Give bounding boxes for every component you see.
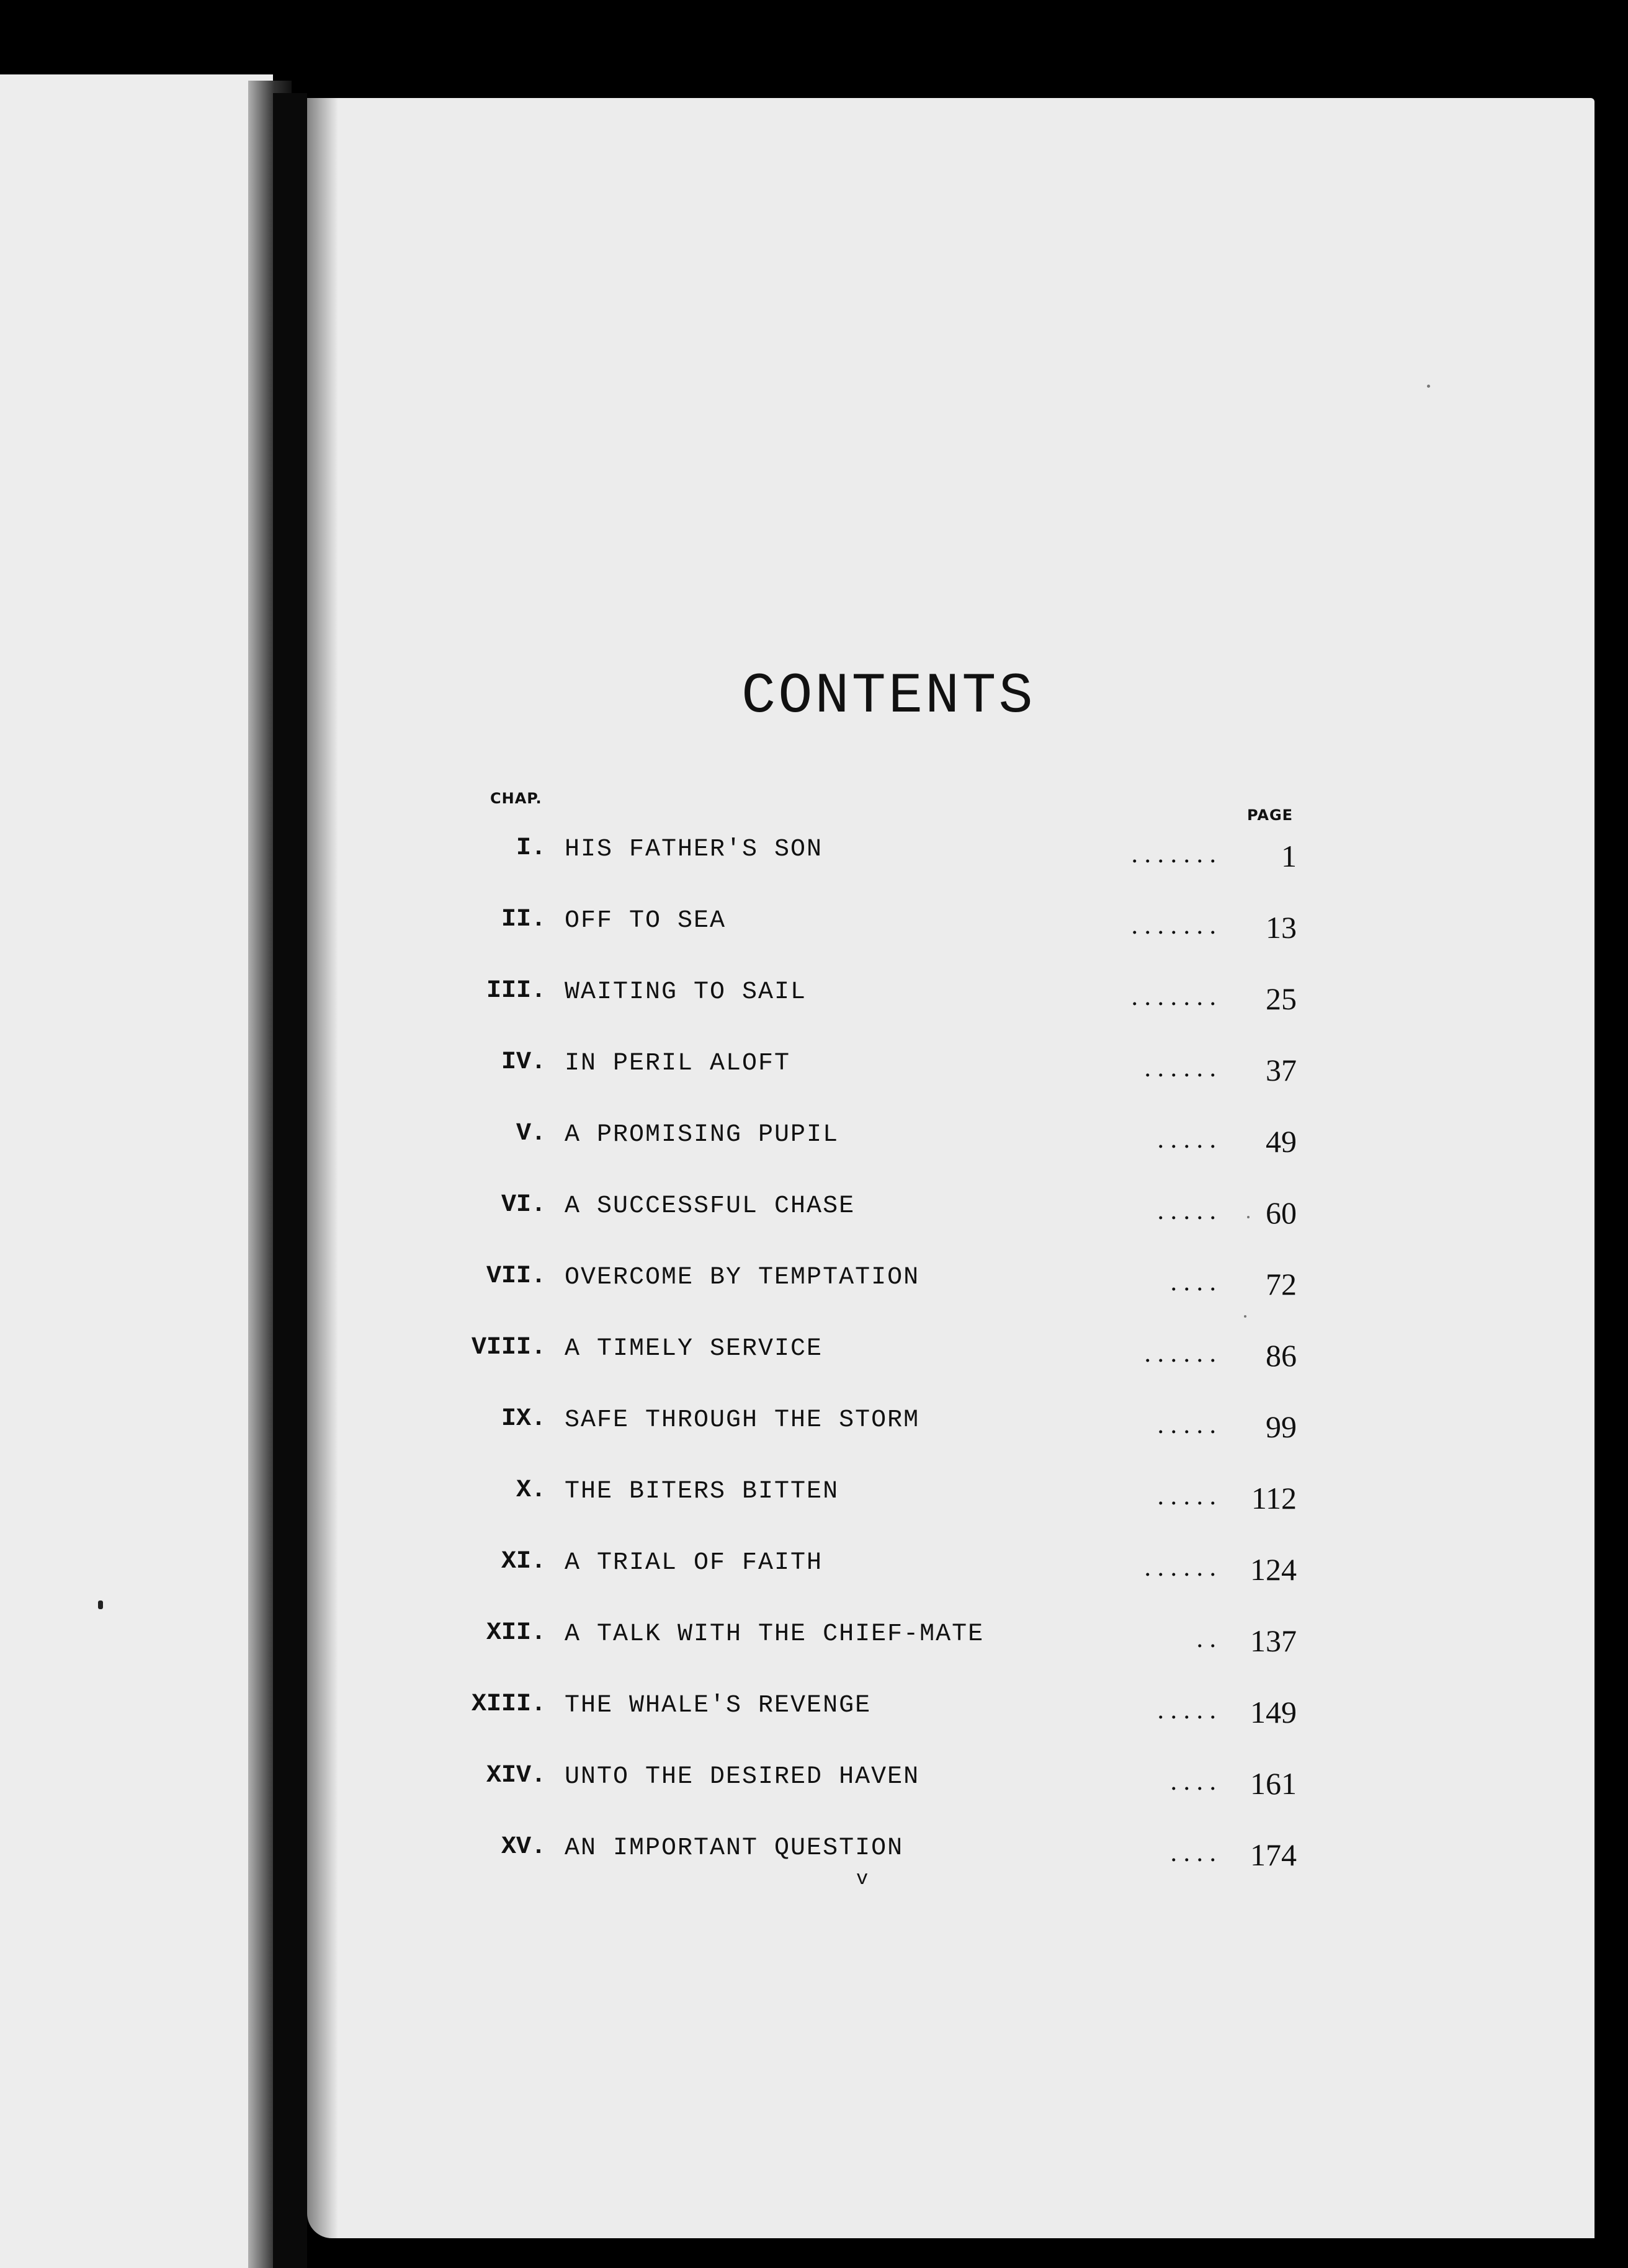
dot-leader: . . . . . . (1144, 1553, 1216, 1582)
chapter-number: X. (516, 1476, 546, 1504)
chapter-title: OVERCOME BY TEMPTATION (565, 1264, 920, 1292)
paper-speck (1244, 1315, 1246, 1318)
chapter-column-header: CHAP. (490, 790, 542, 807)
chapter-title: OFF TO SEA (565, 907, 727, 935)
dot-leader: . . . . (1170, 1268, 1216, 1297)
toc-entry (472, 1464, 1309, 1535)
page-number: 86 (1266, 1338, 1297, 1373)
toc-entry (472, 1107, 1309, 1179)
page-number: 13 (1266, 910, 1297, 945)
page-number: 174 (1250, 1837, 1297, 1872)
page-binding-shadow (307, 98, 338, 2238)
chapter-title: UNTO THE DESIRED HAVEN (565, 1763, 920, 1791)
page-number: 72 (1266, 1267, 1297, 1301)
dot-leader: . . (1196, 1625, 1216, 1653)
chapter-number: VII. (486, 1262, 546, 1290)
page-number: 37 (1266, 1053, 1297, 1087)
paper-speck (1427, 385, 1430, 388)
chapter-title: THE BITERS BITTEN (565, 1478, 839, 1506)
page-number: 60 (1266, 1195, 1297, 1230)
paper-speck (1247, 1216, 1250, 1218)
page-column-header: PAGE (1247, 806, 1294, 824)
page-number: 124 (1250, 1552, 1297, 1587)
chapter-number: VI. (501, 1191, 546, 1219)
dot-leader: . . . . (1170, 1839, 1216, 1867)
toc-entry (472, 1393, 1309, 1464)
chapter-number: VIII. (471, 1334, 546, 1362)
dot-leader: . . . . . (1157, 1197, 1216, 1225)
dot-leader: . . . . . (1157, 1125, 1216, 1154)
chapter-title: IN PERIL ALOFT (565, 1050, 791, 1078)
chapter-title: A PROMISING PUPIL (565, 1121, 839, 1149)
chapter-number: V. (516, 1120, 546, 1148)
dot-leader: . . . . . . (1144, 1339, 1216, 1368)
chapter-title: A TRIAL OF FAITH (565, 1549, 823, 1577)
chapter-title: WAITING TO SAIL (565, 978, 807, 1006)
toc-entry (472, 965, 1309, 1036)
page-number: 149 (1250, 1695, 1297, 1730)
toc-entry (472, 1535, 1309, 1607)
chapter-title: AN IMPORTANT QUESTION (565, 1834, 904, 1862)
dot-leader: . . . . . (1157, 1411, 1216, 1439)
chapter-number: XV. (501, 1833, 546, 1861)
table-of-contents (472, 822, 1309, 1892)
page-number: 25 (1266, 981, 1297, 1016)
page-number: 49 (1266, 1124, 1297, 1159)
toc-entry (472, 1321, 1309, 1393)
chapter-number: IV. (501, 1048, 546, 1076)
page-title: CONTENTS (741, 664, 1035, 729)
chapter-title: THE WHALE'S REVENGE (565, 1692, 872, 1720)
toc-entry (472, 1607, 1309, 1678)
chapter-title: A SUCCESSFUL CHASE (565, 1192, 856, 1220)
chapter-number: XIII. (471, 1690, 546, 1718)
chapter-title: A TIMELY SERVICE (565, 1335, 823, 1363)
previous-page (0, 74, 273, 2268)
dot-leader: . . . . . . . (1131, 911, 1216, 940)
dot-leader: . . . . . (1157, 1696, 1216, 1725)
chapter-number: III. (486, 977, 546, 1005)
chapter-number: XII. (486, 1619, 546, 1647)
chapter-number: I. (516, 834, 546, 862)
dot-leader: . . . . . . (1144, 1054, 1216, 1083)
page-number: 161 (1250, 1766, 1297, 1801)
toc-entry (472, 1749, 1309, 1821)
chapter-number: IX. (501, 1405, 546, 1433)
toc-entry (472, 893, 1309, 965)
chapter-number: II. (501, 906, 546, 934)
dot-leader: . . . . (1170, 1767, 1216, 1796)
page-number: 112 (1251, 1481, 1297, 1516)
chapter-title: A TALK WITH THE CHIEF-MATE (565, 1620, 985, 1648)
folio-page-number: v (856, 1867, 869, 1890)
dot-leader: . . . . . . . (1131, 840, 1216, 868)
chapter-title: HIS FATHER'S SON (565, 836, 823, 864)
ink-speck (98, 1601, 103, 1609)
chapter-number: XI. (501, 1548, 546, 1576)
dot-leader: . . . . . . . (1131, 983, 1216, 1011)
page-number: 1 (1281, 839, 1297, 873)
page-number: 137 (1250, 1623, 1297, 1658)
book-spine (273, 93, 307, 2268)
dot-leader: . . . . . (1157, 1482, 1216, 1511)
chapter-title: SAFE THROUGH THE STORM (565, 1406, 920, 1434)
chapter-number: XIV. (486, 1762, 546, 1790)
page-number: 99 (1266, 1409, 1297, 1444)
toc-entry (472, 1821, 1309, 1892)
toc-entry (472, 1678, 1309, 1749)
toc-entry (472, 822, 1309, 893)
toc-entry (472, 1036, 1309, 1107)
toc-entry (472, 1250, 1309, 1321)
toc-entry (472, 1179, 1309, 1250)
